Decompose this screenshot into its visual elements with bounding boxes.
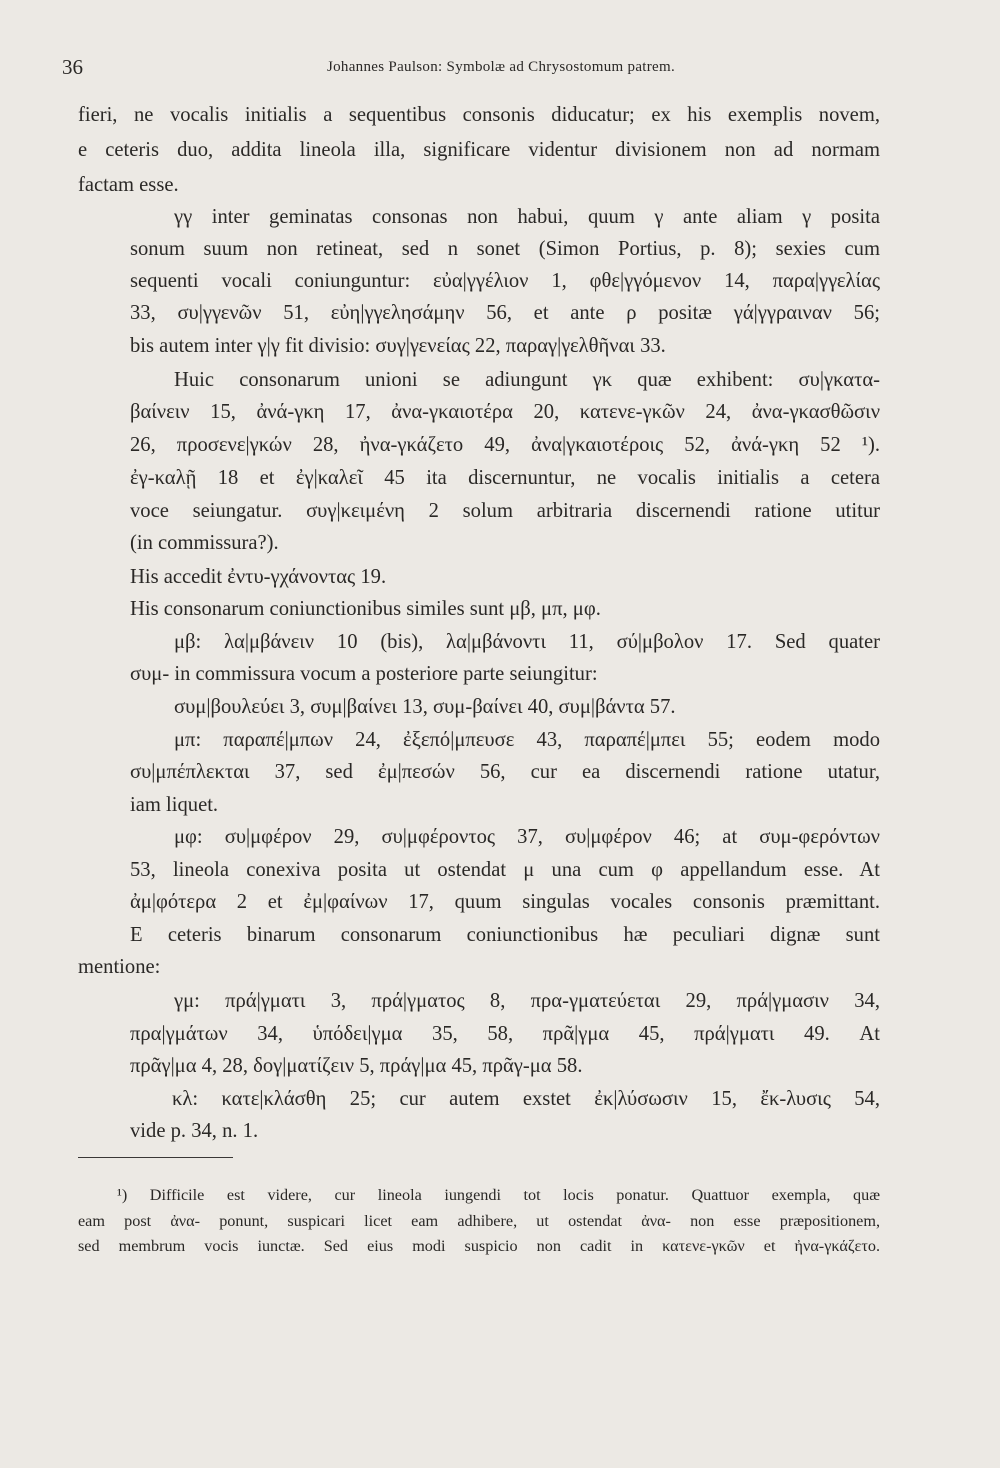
text-line: His accedit ἐντυ-γχάνοντας 19. [130, 566, 387, 588]
text-line: sonum suum non retineat, sed n sonet (Simon Portius, p. 8); sexies cum [130, 238, 880, 260]
text-line: μπ: παραπέ|μπων 24, ἐξεπό|μπευσε 43, παραπέ|μπει 55; eodem modo [174, 729, 880, 751]
text-line: factam esse. [78, 174, 179, 196]
text-line: συμ|βουλεύει 3, συμ|βαίνει 13, συμ-βαίνει 40, συμ|βάντα 57. [174, 696, 676, 718]
text-line: iam liquet. [130, 794, 219, 816]
text-line: 26, προσενε|γκών 28, ἠνα-γκάζετο 49, ἀνα|γκαιοτέροις 52, ἀνά-γκη 52 ¹). [130, 434, 880, 456]
footnote-line: ¹) Difficile est videre, cur lineola iungendi tot locis ponatur. Quattuor exempla, quæ [117, 1186, 880, 1204]
text-line: κλ: κατε|κλάσθη 25; cur autem exstet ἐκ|λύσωσιν 15, ἔκ-λυσις 54, [172, 1088, 880, 1110]
text-line: συμ- in commissura vocum a posteriore parte seiungitur: [130, 663, 598, 685]
text-line: sequenti vocali coniunguntur: εὐα|γγέλιον 1, φθε|γγόμενον 14, παρα|γγελίας [130, 270, 880, 292]
text-line: βαίνειν 15, ἀνά-γκη 17, ἀνα-γκαιοτέρα 20, κατενε-γκῶν 24, ἀνα-γκασθῶσιν [130, 401, 880, 423]
text-line: bis autem inter γ|γ fit divisio: συγ|γενείας 22, παραγ|γελθῆναι 33. [130, 335, 666, 357]
text-line: πρᾶγ|μα 4, 28, δογ|ματίζειν 5, πράγ|μα 45, πρᾶγ-μα 58. [130, 1055, 583, 1077]
footnote-line: sed membrum vocis iunctæ. Sed eius modi suspicio non cadit in κατενε-γκῶν et ἠνα-γκάζετο. [78, 1237, 880, 1255]
text-line: (in commissura?). [130, 532, 279, 554]
text-line: μβ: λα|μβάνειν 10 (bis), λα|μβάνοντι 11, σύ|μβολον 17. Sed quater [174, 631, 880, 653]
text-line: fieri, ne vocalis initialis a sequentibus consonis diducatur; ex his exemplis novem, [78, 104, 880, 126]
text-line: πρα|γμάτων 34, ὑπόδει|γμα 35, 58, πρᾶ|γμα 45, πρά|γματι 49. At [130, 1023, 880, 1045]
footnote-line: eam post ἀνα- ponunt, suspicari licet eam adhibere, ut ostendat ἀνα- non esse præpositionem, [78, 1212, 880, 1230]
page-header [62, 55, 940, 85]
text-line: e ceteris duo, addita lineola illa, significare videntur divisionem non ad normam [78, 139, 880, 161]
text-line: γγ inter geminatas consonas non habui, quum γ ante aliam γ posita [174, 206, 880, 228]
text-line: ἀμ|φότερα 2 et ἐμ|φαίνων 17, quum singulas vocales consonis præmittant. [130, 891, 880, 913]
text-line: γμ: πρά|γματι 3, πρά|γματος 8, πρα-γματεύεται 29, πρά|γμασιν 34, [174, 990, 880, 1012]
text-line: 33, συ|γγενῶν 51, εὐη|γγελησάμην 56, et ante ρ positæ γά|γγραιναν 56; [130, 302, 880, 324]
text-line: His consonarum coniunctionibus similes sunt μβ, μπ, μφ. [130, 598, 601, 620]
text-line: 53, lineola conexiva posita ut ostendat μ una cum φ appellandum esse. At [130, 859, 880, 881]
text-line: συ|μπέπλεκται 37, sed ἐμ|πεσών 56, cur ea discernendi ratione utatur, [130, 761, 880, 783]
text-line: E ceteris binarum consonarum coniunctionibus hæ peculiari dignæ sunt [130, 924, 880, 946]
page-number: 36 [62, 55, 83, 79]
text-line: vide p. 34, n. 1. [130, 1120, 259, 1142]
text-line: μφ: συ|μφέρον 29, συ|μφέροντος 37, συ|μφέρον 46; at συμ-φερόντων [174, 826, 880, 848]
text-line: Huic consonarum unioni se adiungunt γκ quæ exhibent: συ|γκατα- [174, 369, 880, 391]
running-title: Johannes Paulson: Symbolæ ad Chrysostomum patrem. [326, 59, 676, 75]
text-line: mentione: [78, 956, 161, 978]
text-line: voce seiungatur. συγ|κειμένη 2 solum arbitraria discernendi ratione utitur [130, 500, 880, 522]
text-line: ἐγ-καλῇ 18 et ἐγ|καλεῖ 45 ita discernuntur, ne vocalis initialis a cetera [130, 467, 880, 489]
footnote-divider [78, 1157, 233, 1158]
